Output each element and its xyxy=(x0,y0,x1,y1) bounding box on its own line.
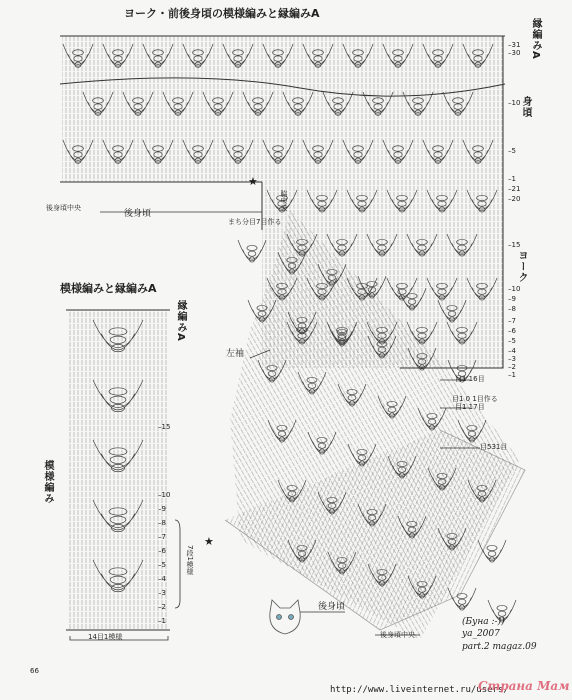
edge-a-label-small: 縁編みA xyxy=(175,300,186,342)
pineapple-cell xyxy=(487,545,497,550)
row-number: –8 xyxy=(158,519,166,527)
row-number: –5 xyxy=(158,561,166,569)
main-title: ヨーク・前後身頃の模様編みと縁編みA xyxy=(124,7,320,20)
side-center-label: 脇中央 xyxy=(280,190,288,211)
row-number: –15 xyxy=(158,423,171,431)
row-number: –6 xyxy=(508,327,516,335)
site-watermark: Страна Мам xyxy=(478,679,570,693)
pineapple-cell xyxy=(247,245,257,250)
pattern-label-small: 模様編み xyxy=(42,460,53,504)
row-number: –2 xyxy=(158,603,166,611)
back-body-bottom-label: 後身頃 xyxy=(318,602,346,612)
row-number: –7 xyxy=(158,533,166,541)
back-center-bottom-label: 後身頃中央 xyxy=(380,631,415,639)
row-number: –10 xyxy=(508,285,521,293)
row-number: –5 xyxy=(508,147,516,155)
row-number: –10 xyxy=(158,491,171,499)
pineapple-cell xyxy=(488,551,496,556)
row-number: –30 xyxy=(508,49,521,57)
pineapple-cell xyxy=(497,605,507,610)
page-number: 66 xyxy=(30,667,39,675)
signature-1: (Буна :-)) xyxy=(462,617,505,627)
pineapple-cell xyxy=(458,599,466,604)
row-number: –6 xyxy=(158,547,166,555)
count-101-label: 目1 0 1目作る xyxy=(452,395,498,403)
star-icon: ★ xyxy=(204,535,214,548)
count-16-label: 目1 16目 xyxy=(455,375,485,383)
signature-2: ya_2007 xyxy=(462,629,500,639)
count-531-label: 目531目 xyxy=(480,443,508,451)
url-watermark: http://www.liveinternet.ru/users/ xyxy=(330,685,509,695)
row-number: –2 xyxy=(508,363,516,371)
row-number: –31 xyxy=(508,41,521,49)
pineapple-cell xyxy=(248,251,256,256)
row-number: –21 xyxy=(508,185,521,193)
star-icon: ★ xyxy=(248,175,258,188)
row-number: –4 xyxy=(158,575,166,583)
row-number: –1 xyxy=(508,371,516,379)
edge-a-label-right: 縁編みA xyxy=(530,18,541,60)
row-number: –1 xyxy=(508,175,516,183)
body-label-right: 身頃 xyxy=(520,96,531,118)
row-number: –3 xyxy=(158,589,166,597)
row-number: –4 xyxy=(508,347,516,355)
left-sleeve-label: 左袖 xyxy=(226,349,245,359)
gusset-label: まち分目7目作る xyxy=(228,218,282,226)
row-number: –20 xyxy=(508,195,521,203)
row-number: –9 xyxy=(508,295,516,303)
row-number: –7 xyxy=(508,317,516,325)
row-number: –1 xyxy=(158,617,166,625)
yoke-label-right: ヨーク xyxy=(516,250,527,283)
repeat-rows-label: 7段1模様 xyxy=(186,545,194,575)
cat-icon xyxy=(270,600,300,634)
signature-3: part.2 magaz.09 xyxy=(462,642,537,652)
row-number: –10 xyxy=(508,99,521,107)
row-number: –9 xyxy=(158,505,166,513)
row-number: –3 xyxy=(508,355,516,363)
pineapple-cell xyxy=(498,611,506,616)
repeat-stitches-label: 14目1模様 xyxy=(88,633,123,641)
row-number: –15 xyxy=(508,241,521,249)
small-chart-title: 模様編みと縁編みA xyxy=(60,282,157,295)
row-number: –8 xyxy=(508,305,516,313)
back-center-label: 後身頃中央 xyxy=(46,204,81,212)
count-17-label: 目1 17目 xyxy=(455,403,485,411)
back-body-top-label: 後身頃 xyxy=(124,209,152,219)
row-number: –5 xyxy=(508,337,516,345)
